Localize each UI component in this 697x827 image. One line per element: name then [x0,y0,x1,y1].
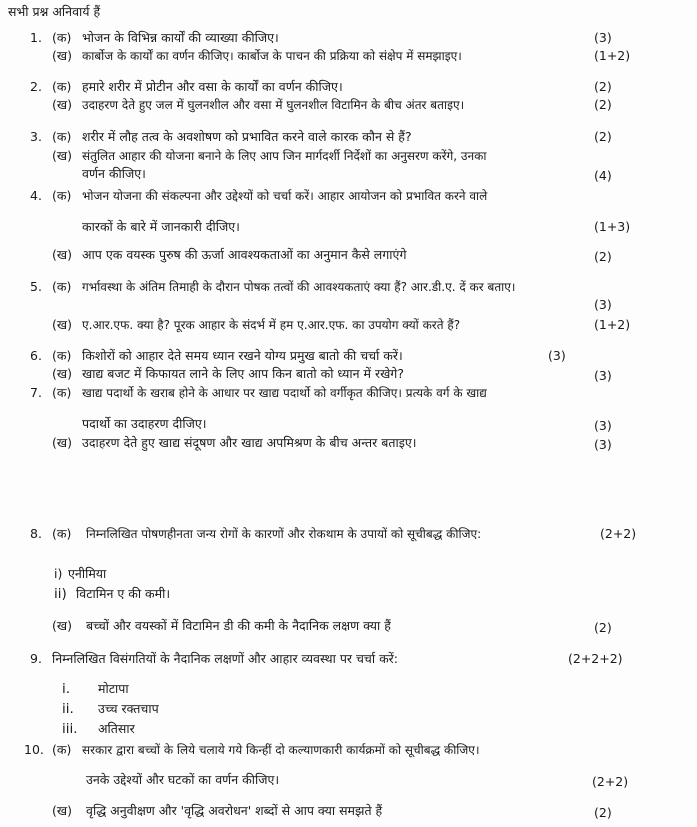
marks: (2+2+2) [568,651,623,666]
marks: (3) [594,30,612,45]
marks: (2+2) [592,774,629,789]
question-text: निम्नलिखित पोषणहीनता जन्य रोगों के कारणों और रोकथाम के उपायों को सूचीबद्ध कीजिए: [86,527,482,541]
question-number: 4. [30,188,42,203]
question-text: आप एक वयस्क पुरुष की ऊर्जा आवश्यकताओं का अनुमान कैसे लगाएंगे [82,247,407,262]
part-label: (ख) [52,618,72,633]
part-label: (क) [52,79,72,94]
list-item-text: मोटापा [98,681,129,696]
marks: (3) [594,297,612,312]
question-text: खाद्य पदार्थो के खराब होने के आधार पर खाद्य पदार्थो को वर्गीकृत कीजिए। प्रत्यके वर्ग के खाद्य [82,386,487,400]
list-marker: iii. [62,721,78,737]
question-number: 1. [30,30,42,45]
question-text: गर्भावस्था के अंतिम तिमाही के दौरान पोषक तत्वों की आवश्यकताएं क्या हैं? आर.डी.ए. दें कर बताए। [82,280,516,294]
question-text: संतुलित आहार की योजना बनाने के लिए आप जिन मार्गदर्शी निर्देशों का अनुसरण करेंगे, उनका [82,149,487,163]
part-label: (क) [52,129,72,144]
list-item-text: अतिसार [98,721,135,736]
question-text: वृद्धि अनुवीक्षण और 'वृद्धि अवरोधन' शब्दों से आप क्या समझते हैं [86,803,383,818]
part-label: (क) [52,279,72,294]
part-label: (ख) [52,247,72,262]
marks: (2) [594,620,612,635]
question-text-continued: वर्णन कीजिए। [82,166,146,181]
question-number: 6. [30,348,42,363]
list-marker: i. [62,681,71,697]
part-label: (ख) [52,48,72,63]
part-label: (ख) [52,317,72,332]
instructions-header: सभी प्रश्न अनिवार्य हैं [8,4,101,19]
question-text: किशोरों को आहार देते समय ध्यान रखने योग्य प्रमुख बातो की चर्चा करें। [82,348,403,363]
question-number: 2. [30,79,42,94]
part-label: (ख) [52,435,72,450]
question-text: ए.आर.एफ. क्या है? पूरक आहार के संदर्भ में हम ए.आर.एफ. का उपयोग क्यों करते हैं? [82,318,461,332]
marks: (3) [548,348,566,363]
list-marker: ii. [62,701,74,717]
list-item-text: एनीमिया [68,566,107,581]
marks: (2) [594,97,612,112]
part-label: (क) [52,188,72,203]
part-label: (ख) [52,97,72,112]
list-marker: ii) [54,586,67,602]
marks: (3) [594,437,612,452]
question-number: 10. [24,742,44,757]
part-label: (ख) [52,366,72,381]
question-text-continued: कारकों के बारे में जानकारी दीजिए। [82,219,240,234]
list-item-text: उच्च रक्तचाप [98,701,159,716]
marks: (3) [594,368,612,383]
marks: (2) [594,79,612,94]
question-text-continued: उनके उद्देश्यों और घटकों का वर्णन कीजिए। [86,772,280,787]
part-label: (क) [52,30,72,45]
question-text: निम्नलिखित विसंगतियों के नैदानिक लक्षणों और आहार व्यवस्था पर चर्चा करें: [52,651,399,666]
question-text: बच्चों और वयस्कों में विटामिन डी की कमी के नैदानिक लक्षण क्या हैं [86,618,391,633]
marks: (2+2) [600,526,637,541]
marks: (3) [594,418,612,433]
question-text: उदाहरण देते हुए खाद्य संदूषण और खाद्य अपमिश्रण के बीच अन्तर बताइए। [82,435,417,450]
question-text: कार्बोज के कार्यों का वर्णन कीजिए। कार्बोज के पाचन की प्रक्रिया को संक्षेप में समझाइए। [82,49,462,63]
question-text: भोजन के विभिन्न कार्यों की व्याख्या कीजिए। [82,30,279,45]
marks: (1+3) [594,219,631,234]
question-number: 8. [30,526,42,541]
question-text-continued: पदार्थो का उदाहरण दीजिए। [82,416,207,431]
question-text: खाद्य बजट में किफायत लाने के लिए आप किन बातो को ध्यान में रखेगे? [82,366,404,381]
question-text: हमारे शरीर में प्रोटीन और वसा के कार्यों का वर्णन कीजिए। [82,79,343,94]
question-number: 7. [30,385,42,400]
marks: (2) [594,805,612,820]
question-text: शरीर में लौह तत्व के अवशोषण को प्रभावित करने वाले कारक कौन से हैं? [82,129,412,144]
marks: (4) [594,168,612,183]
part-label: (क) [52,742,72,757]
list-item-text: विटामिन ए की कमी। [76,586,171,601]
marks: (1+2) [594,317,631,332]
question-number: 5. [30,279,42,294]
question-text: उदाहरण देते हुए जल में घुलनशील और वसा में घुलनशील विटामिन के बीच अंतर बताइए। [82,98,465,112]
part-label: (क) [52,385,72,400]
part-label: (ख) [52,803,72,818]
question-number: 9. [30,651,42,666]
part-label: (क) [52,526,72,541]
part-label: (ख) [52,148,72,163]
part-label: (क) [52,348,72,363]
list-marker: i) [54,566,63,581]
question-text: भोजन योजना की संकल्पना और उद्देश्यों को चर्चा करें। आहार आयोजन को प्रभावित करने वाले [82,189,488,203]
marks: (2) [594,129,612,144]
question-text: सरकार द्वारा बच्चों के लिये चलाये गये किन्हीं दो कल्याणकारी कार्यक्रमों को सूचीबद्ध कीजिए। [82,743,480,757]
marks: (2) [594,249,612,264]
marks: (1+2) [594,48,631,63]
question-number: 3. [30,129,42,144]
